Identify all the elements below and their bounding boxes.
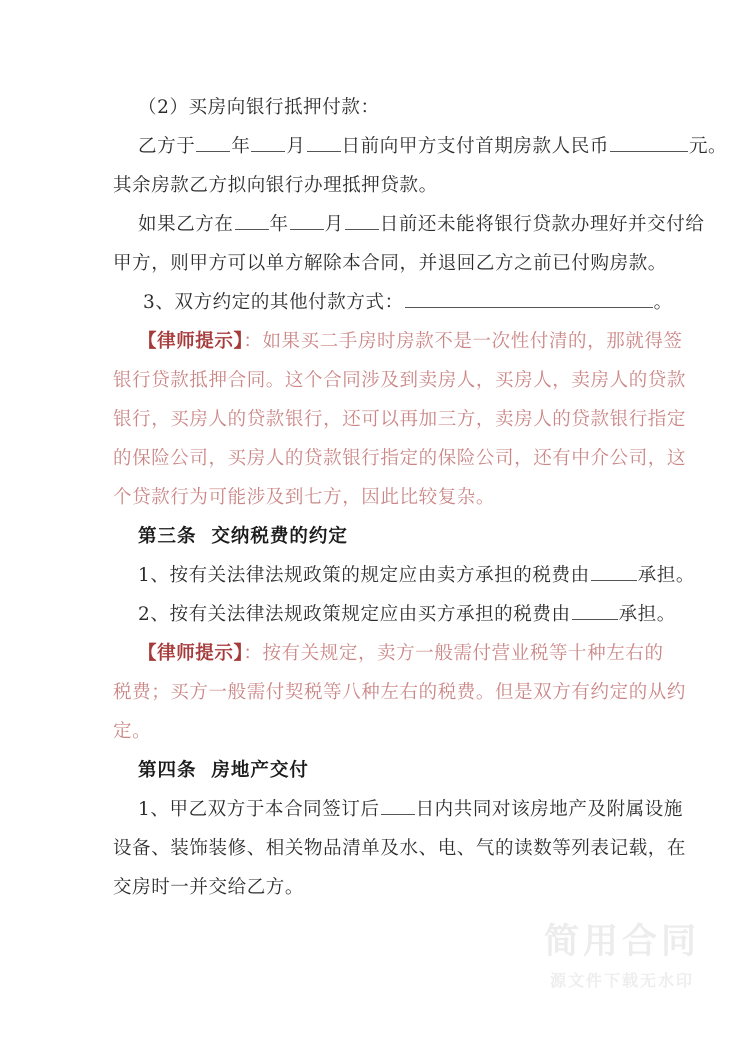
paragraph-text: （2）买房向银行抵押付款： bbox=[138, 97, 380, 118]
article-4-item-1-line-1 bbox=[113, 790, 683, 829]
text-segment: ：按有关规定，卖方一般需付营业税等十种左右的 bbox=[243, 643, 664, 664]
text-segment: 月 bbox=[286, 136, 306, 157]
article-4-item-1-line-3 bbox=[113, 868, 641, 907]
text-segment: 1、按有关法律法规政策的规定应由卖方承担的税费由 bbox=[138, 565, 590, 586]
watermark bbox=[544, 922, 700, 991]
text-segment: 2、按有关法律法规政策规定应由买方承担的税费由 bbox=[138, 604, 571, 625]
lawyer-tip-1-line-5 bbox=[113, 478, 641, 517]
blank-buyer-tax-bearer-field[interactable] bbox=[572, 603, 618, 620]
paragraph-text: 个贷款行为可能涉及到七方，因此比较复杂。 bbox=[113, 487, 496, 508]
lawyer-tip-1-line-4 bbox=[113, 439, 687, 478]
lawyer-tip-1-line-1 bbox=[113, 322, 683, 361]
paragraph-loan-deadline-line1 bbox=[113, 205, 705, 244]
text-segment: 日内共同对该房地产及附属设施 bbox=[415, 799, 683, 820]
watermark-sub-text: 源文件下载无水印 bbox=[549, 971, 694, 990]
article-title: 房地产交付 bbox=[211, 760, 309, 781]
lawyer-tip-label: 【律师提示】 bbox=[138, 331, 244, 352]
paragraph-text: 银行贷款抵押合同。这个合同涉及到卖房人，买房人，卖房人的贷款 bbox=[113, 370, 687, 391]
text-segment: 3、双方约定的其他付款方式： bbox=[143, 292, 404, 313]
blank-amount-field[interactable] bbox=[610, 135, 688, 152]
blank-other-payment-field[interactable] bbox=[405, 291, 653, 308]
lawyer-tip-1-line-2 bbox=[113, 361, 687, 400]
paragraph-remaining-mortgage bbox=[113, 166, 641, 205]
text-segment: 如果乙方在 bbox=[138, 214, 234, 235]
blank-handover-days-field[interactable] bbox=[381, 798, 415, 815]
lawyer-tip-2-line-3 bbox=[113, 712, 641, 751]
blank-day-field[interactable] bbox=[307, 135, 341, 152]
paragraph-first-payment bbox=[113, 127, 728, 166]
article-number: 第四条 bbox=[138, 760, 197, 781]
paragraph-text: 设备、装饰装修、相关物品清单及水、电、气的读数等列表记载，在 bbox=[113, 838, 687, 859]
text-segment: 年 bbox=[269, 214, 289, 235]
paragraph-loan-deadline-line2 bbox=[113, 244, 667, 283]
heading-spacer bbox=[197, 526, 212, 547]
paragraph-text: 交房时一并交给乙方。 bbox=[113, 877, 305, 898]
paragraph-text: 的保险公司，买房人的贷款银行指定的保险公司，还有中介公司，这 bbox=[113, 448, 687, 469]
watermark-main-text: 简用合同 bbox=[543, 921, 700, 962]
paragraph-text: 其余房款乙方拟向银行办理抵押贷款。 bbox=[113, 175, 438, 196]
paragraph-mortgage-payment-title bbox=[113, 88, 641, 127]
document-body bbox=[113, 88, 728, 907]
paragraph-text: 银行，买房人的贷款银行，还可以再加三方，卖房人的贷款银行指定 bbox=[113, 409, 687, 430]
article-3-item-1 bbox=[113, 556, 695, 595]
lawyer-tip-label: 【律师提示】 bbox=[138, 643, 244, 664]
text-segment: 日前向甲方支付首期房款人民币 bbox=[341, 136, 609, 157]
blank-deadline-day-field[interactable] bbox=[345, 213, 379, 230]
blank-month-field[interactable] bbox=[251, 135, 285, 152]
article-3-heading bbox=[113, 517, 641, 556]
paragraph-other-payment-method bbox=[113, 283, 673, 322]
text-segment: 年 bbox=[231, 136, 251, 157]
text-segment: ：如果买二手房时房款不是一次性付清的，那就得签 bbox=[243, 331, 683, 352]
heading-spacer bbox=[197, 760, 212, 781]
article-3-item-2 bbox=[113, 595, 676, 634]
article-4-item-1-line-2 bbox=[113, 829, 687, 868]
lawyer-tip-2-line-1 bbox=[113, 634, 664, 673]
article-number: 第三条 bbox=[138, 526, 197, 547]
blank-deadline-month-field[interactable] bbox=[290, 213, 324, 230]
text-segment: 1、甲乙双方于本合同签订后 bbox=[138, 799, 380, 820]
blank-year-field[interactable] bbox=[196, 135, 230, 152]
text-segment: 乙方于 bbox=[138, 136, 196, 157]
article-4-heading bbox=[113, 751, 641, 790]
paragraph-text: 甲方，则甲方可以单方解除本合同，并退回乙方之前已付购房款。 bbox=[113, 253, 667, 274]
text-segment: 承担。 bbox=[637, 565, 695, 586]
paragraph-text: 定。 bbox=[113, 721, 152, 742]
text-segment: 元。 bbox=[688, 136, 728, 157]
text-segment: 。 bbox=[653, 292, 673, 313]
text-segment: 日前还未能将银行贷款办理好并交付给 bbox=[379, 214, 705, 235]
lawyer-tip-2-line-2 bbox=[113, 673, 687, 712]
blank-deadline-year-field[interactable] bbox=[235, 213, 269, 230]
text-segment: 承担。 bbox=[618, 604, 676, 625]
text-segment: 月 bbox=[324, 214, 344, 235]
lawyer-tip-1-line-3 bbox=[113, 400, 687, 439]
paragraph-text: 税费；买方一般需付契税等八种左右的税费。但是双方有约定的从约 bbox=[113, 682, 687, 703]
article-title: 交纳税费的约定 bbox=[211, 526, 348, 547]
blank-seller-tax-bearer-field[interactable] bbox=[591, 564, 637, 581]
